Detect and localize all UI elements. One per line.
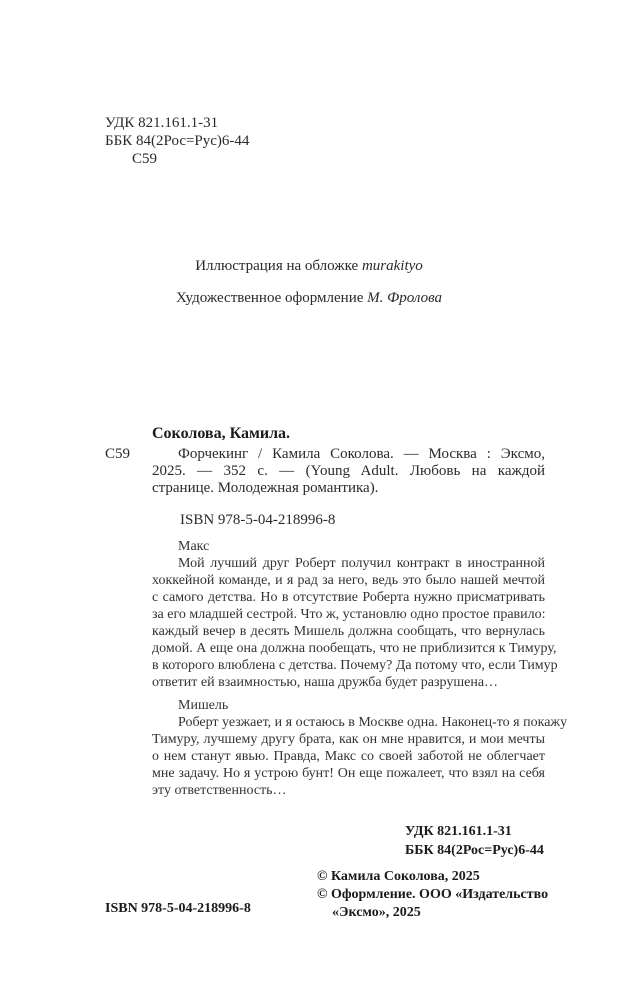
bbk-footer: ББК 84(2Рос=Рус)6-44: [405, 843, 544, 858]
copyright-design-cont: «Эксмо», 2025: [332, 905, 421, 920]
isbn-footer: ISBN 978-5-04-218996-8: [105, 901, 251, 916]
catalog-line: странице. Молодежная романтика).: [152, 480, 379, 496]
udk-footer: УДК 821.161.1-31: [405, 824, 512, 839]
catalog-line: Форчекинг / Камила Соколова. — Москва : Эксмо,: [178, 446, 545, 462]
annotation: [152, 538, 568, 799]
annotation-line: эту ответственность…: [152, 783, 287, 798]
catalog-code: С59: [105, 446, 131, 462]
annotation-line: Роберт уезжает, и я остаюсь в Москве одна. Наконец-то я покажу: [178, 715, 568, 730]
catalog-line: 2025. — 352 с. — (Young Adult. Любовь на каждой: [152, 463, 545, 479]
author-code-top: С59: [132, 151, 158, 167]
bbk-top: ББК 84(2Рос=Рус)6-44: [105, 133, 250, 149]
catalog-isbn: ISBN 978-5-04-218996-8: [180, 512, 336, 528]
annotation-line: хоккейной команде, и я рад за него, ведь это было нашей мечтой: [152, 573, 545, 588]
annotation-line: Мой лучший друг Роберт получил контракт в иностранной: [178, 556, 545, 571]
annotation-line: ответит ей взаимностью, наша дружба будет разрушена…: [152, 675, 499, 690]
designer: М. Фролова: [367, 290, 442, 306]
catalog-description: [152, 446, 545, 497]
annotation-line: Тимуру, лучшему другу брата, как он мне нравится, и мои мечты: [152, 732, 545, 747]
copyright-author: © Камила Соколова, 2025: [317, 869, 480, 884]
annotation-line: о нем станут явью. Правда, Макс со своей заботой не облегчает: [152, 749, 545, 764]
udk-top: УДК 821.161.1-31: [105, 115, 219, 131]
annotation-line: каждый вечер в десять Мишель должна сообщать, что вернулась: [152, 624, 545, 639]
annotation-name: Макс: [178, 539, 210, 554]
illustrator: murakityo: [361, 258, 423, 274]
illustration-credit: [0, 258, 618, 275]
design-label: Художественное оформление: [176, 290, 364, 306]
annotation-name: Мишель: [178, 698, 229, 713]
catalog-author: Соколова, Камила.: [152, 425, 291, 442]
annotation-line: за его младшей сестрой. Что ж, установлю одно простое правило:: [152, 607, 546, 622]
illustration-label: Иллюстрация на обложке: [195, 258, 359, 274]
annotation-line: домой. А еще она должна пообещать, что не приблизится к Тимуру,: [152, 641, 557, 656]
copyright-design: © Оформление. ООО «Издательство: [317, 887, 549, 902]
design-credit: [0, 290, 618, 307]
annotation-line: в которого влюблена с детства. Почему? Да потому что, если Тимур: [152, 658, 558, 673]
annotation-line: с самого детства. Но в отсутствие Роберта нужно присматривать: [152, 590, 545, 605]
annotation-line: мне задачу. Но я устрою бунт! Он еще пожалеет, что взял на себя: [152, 766, 545, 781]
